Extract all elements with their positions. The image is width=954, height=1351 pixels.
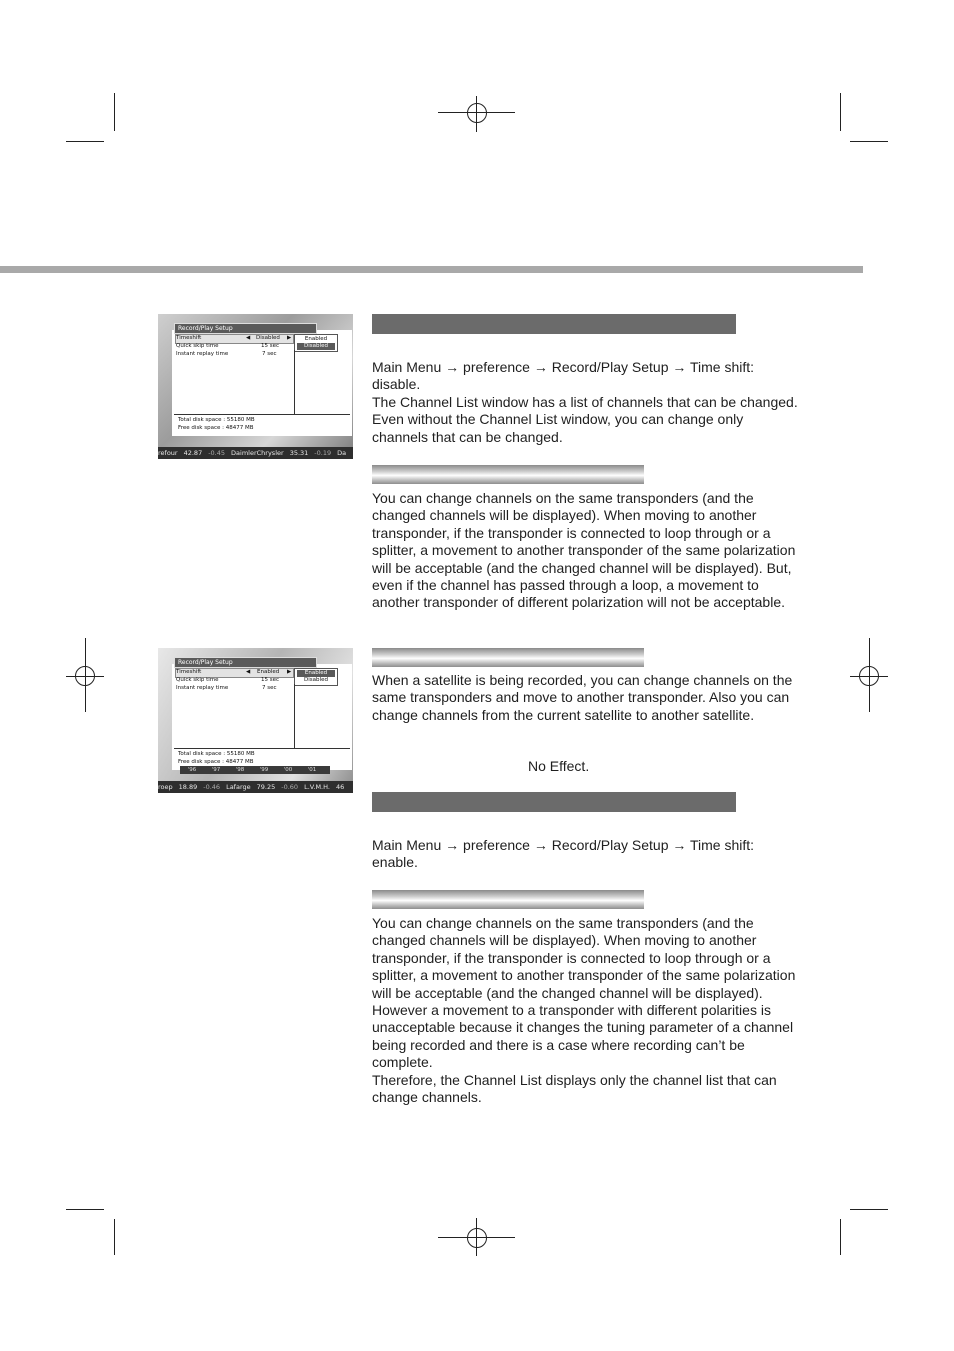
- crop-mark: [850, 141, 888, 142]
- registration-mark: [467, 1228, 487, 1248]
- screenshot-timeshift-disabled: [158, 314, 353, 459]
- ticker-item: -0.45: [208, 449, 226, 457]
- menu-path-enable: Main Menu → preference → Record/Play Setup → Time shift: enable.: [372, 837, 755, 871]
- menu-row-value: 15 sec: [261, 343, 280, 349]
- free-disk-space: Free disk space : 48477 MB: [178, 759, 254, 765]
- stock-ticker: [158, 447, 353, 459]
- crop-mark: [66, 1209, 104, 1210]
- crop-mark: [850, 1209, 888, 1210]
- ticker-item: 18.89: [178, 783, 198, 791]
- body-paragraph: However a movement to a transponder with different polarities is unacceptable because it changes the tuning parameter of a channel being recorded and there is a case where recording can’t be complete.: [372, 1002, 794, 1071]
- menu-row-label: Timeshift: [176, 335, 202, 341]
- stock-ticker: [158, 781, 353, 793]
- crop-mark: [114, 1219, 115, 1255]
- total-disk-space: Total disk space : 55180 MB: [178, 417, 255, 423]
- menu-row-label: Instant replay time: [176, 351, 229, 357]
- section-heading-bar: [372, 314, 736, 334]
- menu-row-value: 15 sec: [261, 677, 280, 683]
- ticker-item: -0.60: [281, 783, 299, 791]
- timeline-label: '00: [283, 767, 293, 773]
- option-enabled: Enabled: [304, 336, 328, 342]
- menu-title-tab: [174, 657, 317, 668]
- right-arrow-icon: ▶: [287, 669, 292, 675]
- menu-row-value: Enabled: [257, 669, 280, 675]
- ticker-item: refour: [158, 449, 178, 457]
- menu-row-value: Disabled: [256, 335, 280, 341]
- ticker-item: -0.46: [203, 783, 221, 791]
- body-paragraph: The Channel List window has a list of channels that can be changed. Even without the Channel List window, you can change only channels that can be changed.: [372, 393, 798, 445]
- option-dropdown: [294, 668, 338, 686]
- menu-row-label: Instant replay time: [176, 685, 229, 691]
- timeline-label: '98: [235, 767, 245, 773]
- timeline-bar: [180, 766, 330, 774]
- timeline-label: '01: [307, 767, 317, 773]
- free-disk-space: Free disk space : 48477 MB: [178, 425, 254, 431]
- menu-title: Record/Play Setup: [178, 659, 233, 666]
- timeline-label: '99: [259, 767, 269, 773]
- body-paragraph: You can change channels on the same transponders (and the changed channels will be displayed). When moving to another transponder, if the transponder is connected to loop through or a splitter, a movement to another transponder of the same polarization will be acceptable (and the changed channel will be displayed). But, even if the channel has passed through a loop, a movement to another transponder of different polarization will not be acceptable.: [372, 490, 796, 611]
- screenshot-timeshift-enabled: [158, 648, 353, 793]
- path-text: Main Menu → preference → Record/Play Setup → Time shift: disable.: [372, 359, 755, 393]
- left-arrow-icon: ◀: [246, 335, 251, 341]
- ticker-item: 46: [335, 783, 345, 791]
- body-paragraph: When a satellite is being recorded, you can change channels on the same transponders and move to another transponder. Also you can change channels from the current satellite to another satellite.: [372, 672, 793, 723]
- option-dropdown: [294, 334, 338, 352]
- timeline-label: '97: [211, 767, 221, 773]
- registration-mark: [467, 103, 487, 123]
- ticker-item: Lafarge: [226, 783, 251, 791]
- ticker-item: -0.19: [314, 449, 332, 457]
- column-divider: [294, 350, 295, 414]
- ticker-item: roep: [158, 783, 173, 791]
- no-effect-text: No Effect.: [528, 758, 590, 774]
- subheading-bar: [372, 465, 644, 484]
- menu-row-value: 7 sec: [262, 351, 277, 357]
- subheading-bar: [372, 890, 644, 909]
- ticker-item: Da: [337, 449, 347, 457]
- ticker-item: 35.31: [289, 449, 309, 457]
- column-divider: [294, 684, 295, 748]
- registration-mark: [859, 666, 879, 686]
- body-paragraph: You can change channels on the same transponders (and the changed channels will be displayed). When moving to another transponder, if the transponder is connected to loop through or a splitter, a movement to another transponder of the same polarization will be acceptable (and the changed channel will be displayed).: [372, 915, 796, 1001]
- crop-mark: [66, 141, 104, 142]
- menu-row-label: Quick skip time: [176, 343, 219, 349]
- option-disabled: Disabled: [304, 677, 328, 683]
- section-heading-bar: [372, 792, 736, 812]
- disk-separator: [174, 414, 350, 415]
- option-disabled: Disabled: [297, 343, 335, 350]
- crop-mark: [840, 93, 841, 131]
- body-section: [372, 915, 802, 1106]
- disk-separator: [174, 748, 350, 749]
- crop-mark: [840, 1219, 841, 1255]
- menu-row-value: 7 sec: [262, 685, 277, 691]
- registration-mark: [75, 666, 95, 686]
- left-arrow-icon: ◀: [246, 669, 251, 675]
- menu-row-label: Quick skip time: [176, 677, 219, 683]
- crop-mark: [114, 93, 115, 131]
- ticker-item: DaimlerChrysler: [231, 449, 284, 457]
- body-paragraph: Therefore, the Channel List displays only the channel list that can change channels.: [372, 1071, 777, 1106]
- option-enabled: Enabled: [297, 670, 335, 677]
- ticker-item: L.V.M.H.: [304, 783, 330, 791]
- menu-title: Record/Play Setup: [178, 325, 233, 332]
- ticker-item: 79.25: [256, 783, 276, 791]
- right-arrow-icon: ▶: [287, 335, 292, 341]
- timeline-label: '96: [187, 767, 197, 773]
- menu-title-tab: [174, 323, 317, 334]
- header-rule: [0, 266, 863, 273]
- ticker-item: 42.87: [183, 449, 203, 457]
- menu-row-label: Timeshift: [176, 669, 202, 675]
- subheading-bar: [372, 648, 644, 667]
- menu-path-disable: [372, 359, 802, 446]
- total-disk-space: Total disk space : 55180 MB: [178, 751, 255, 757]
